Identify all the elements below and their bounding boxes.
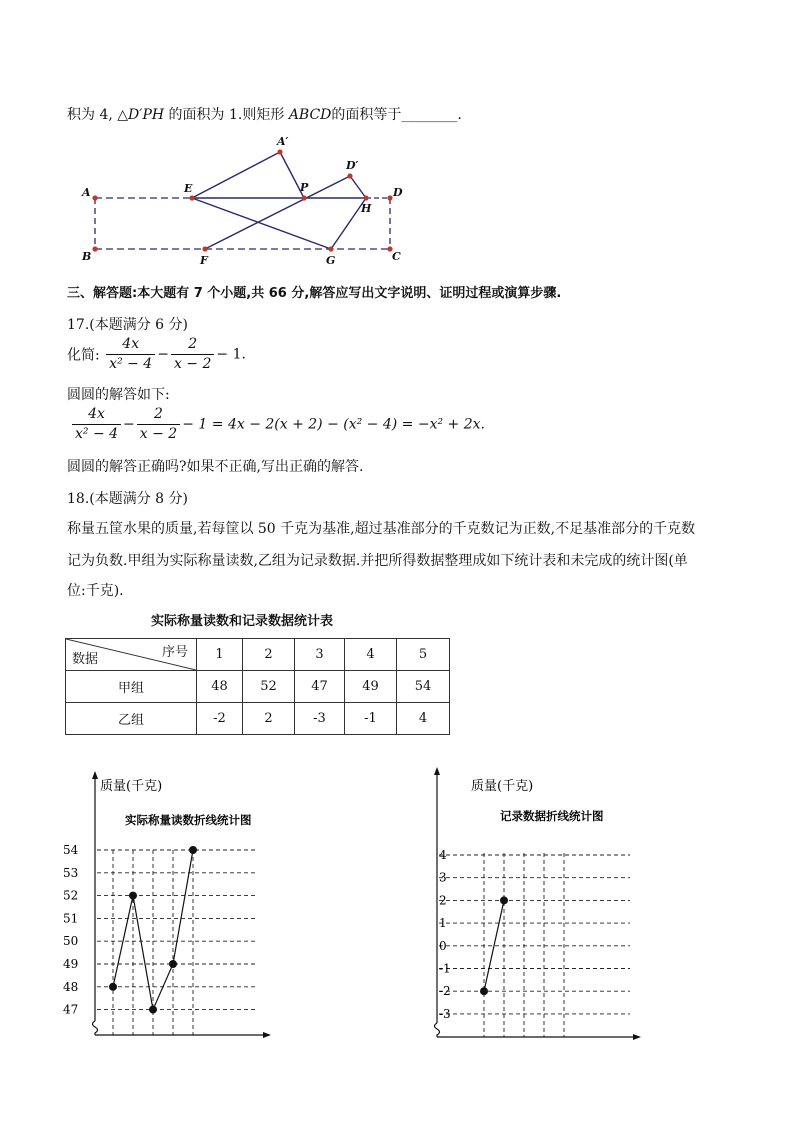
series-line bbox=[484, 900, 504, 991]
table-cell: 4 bbox=[397, 703, 450, 735]
q16-suffix: 的面积等于________. bbox=[331, 107, 462, 123]
vertex-D bbox=[387, 195, 392, 200]
y-tick-label: -1 bbox=[439, 961, 451, 976]
table-header-left: 数据 bbox=[72, 652, 99, 667]
q16-rect-name: ABCD bbox=[288, 107, 332, 123]
q17-solution-intro: 圆圆的解答如下: bbox=[67, 387, 170, 403]
y-tick-label: 54 bbox=[63, 843, 79, 857]
y-axis-arrow bbox=[434, 767, 440, 775]
table-row bbox=[66, 671, 450, 703]
chart1-title: 实际称量读数折线统计图 bbox=[125, 813, 252, 827]
q17-sol-frac1-den: x² − 4 bbox=[75, 426, 119, 442]
axis-break bbox=[435, 1023, 440, 1037]
label-F: F bbox=[200, 254, 208, 267]
chart2-title: 记录数据折线统计图 bbox=[500, 809, 604, 823]
y-tick-label: 2 bbox=[439, 893, 447, 908]
chart2-ylabel: 质量(千克) bbox=[471, 779, 534, 794]
table-header-right: 序号 bbox=[161, 645, 188, 660]
label-H: H bbox=[361, 202, 372, 215]
table-col-label: 1 bbox=[197, 639, 243, 671]
table-col-label: 4 bbox=[345, 639, 397, 671]
label-D: D bbox=[393, 186, 403, 199]
y-tick-label: 49 bbox=[63, 957, 79, 971]
vertex-A-prime bbox=[277, 149, 282, 154]
table-row-label: 甲组 bbox=[66, 671, 197, 703]
q16-mid: 的面积为 1.则矩形 bbox=[168, 107, 285, 123]
label-A: A bbox=[82, 186, 91, 199]
x-axis-arrow bbox=[263, 1032, 271, 1038]
data-point bbox=[189, 846, 197, 854]
triangle-icon: △ bbox=[117, 107, 129, 123]
y-tick-label: -3 bbox=[439, 1006, 451, 1021]
label-E: E bbox=[184, 182, 193, 195]
q17-sol-frac2-den: x − 2 bbox=[139, 426, 178, 442]
q18-header: 18.(本题满分 8 分) bbox=[67, 491, 188, 507]
q17-sol-fraction-2 bbox=[137, 406, 180, 443]
label-P: P bbox=[300, 181, 309, 194]
vertex-F bbox=[202, 246, 207, 251]
table-cell: -3 bbox=[295, 703, 345, 735]
label-D-prime: D′ bbox=[346, 159, 359, 172]
segment-EA-prime bbox=[192, 152, 280, 198]
q16-triangle-name: D′PH bbox=[128, 107, 165, 123]
q17-frac1-den: x² − 4 bbox=[109, 356, 153, 372]
label-B: B bbox=[82, 250, 92, 263]
table-cell: 54 bbox=[397, 671, 450, 703]
q18-paragraph-line-2: 记为负数.甲组为实际称量读数,乙组为记录数据.并把所得数据整理成如下统计表和未完成的统计图(单 bbox=[67, 553, 688, 569]
y-axis-arrow bbox=[92, 771, 98, 779]
vertex-P bbox=[301, 195, 306, 200]
q18-paragraph-line-1: 称量五筐水果的质量,若每筐以 50 千克为基准,超过基准部分的千克数记为正数,不足基准部分的千克数 bbox=[67, 521, 696, 537]
chart1-ylabel: 质量(千克) bbox=[100, 779, 163, 794]
data-point bbox=[480, 987, 488, 995]
data-point bbox=[169, 960, 177, 968]
y-tick-label: 3 bbox=[439, 870, 447, 885]
label-G: G bbox=[326, 254, 336, 267]
table-row-label: 乙组 bbox=[66, 703, 197, 735]
q18-paragraph-line-3: 位:千克). bbox=[67, 583, 124, 599]
table-col-label: 3 bbox=[295, 639, 345, 671]
table-corner-cell bbox=[66, 639, 197, 671]
recorded-data-line-chart bbox=[425, 765, 655, 1050]
table-cell: 49 bbox=[345, 671, 397, 703]
data-point bbox=[149, 1006, 157, 1014]
table-col-label: 2 bbox=[243, 639, 295, 671]
y-tick-label: 50 bbox=[63, 934, 79, 949]
q17-simplify-label: 化简: bbox=[67, 347, 100, 364]
q17-tail: − 1. bbox=[216, 346, 246, 363]
q17-solution-rhs: − 1 = 4x − 2(x + 2) − (x² − 4) = −x² + 2x. bbox=[182, 416, 485, 433]
q17-frac1-num: 4x bbox=[106, 336, 155, 355]
vertex-E bbox=[189, 195, 194, 200]
y-tick-label: 48 bbox=[63, 979, 79, 994]
table-cell: -1 bbox=[345, 703, 397, 735]
q17-sol-frac1-num: 4x bbox=[72, 406, 121, 425]
y-tick-label: 47 bbox=[63, 1002, 79, 1017]
data-point bbox=[109, 983, 117, 991]
q17-header: 17.(本题满分 6 分) bbox=[67, 317, 188, 333]
stats-table bbox=[65, 638, 450, 735]
table-cell: -2 bbox=[197, 703, 243, 735]
table-header-row bbox=[66, 639, 450, 671]
table-cell: 2 bbox=[243, 703, 295, 735]
vertex-G bbox=[328, 246, 333, 251]
q17-sol-frac2-num: 2 bbox=[137, 406, 180, 425]
q17-fraction-2 bbox=[171, 336, 214, 373]
label-C: C bbox=[392, 250, 401, 263]
q17-sol-fraction-1 bbox=[72, 406, 121, 443]
q17-question: 圆圆的解答正确吗?如果不正确,写出正确的解答. bbox=[67, 459, 364, 475]
vertex-A bbox=[92, 195, 97, 200]
table-col-label: 5 bbox=[397, 639, 450, 671]
segment-EG bbox=[192, 198, 331, 249]
y-tick-label: 1 bbox=[439, 916, 447, 931]
y-tick-label: 4 bbox=[439, 848, 447, 862]
vertex-B bbox=[92, 246, 97, 251]
y-tick-label: 51 bbox=[63, 911, 79, 926]
data-point bbox=[500, 896, 508, 904]
stats-table-title: 实际称量读数和记录数据统计表 bbox=[151, 614, 334, 629]
y-tick-label: 52 bbox=[63, 888, 79, 903]
y-tick-label: -2 bbox=[439, 984, 451, 999]
table-cell: 52 bbox=[243, 671, 295, 703]
x-axis-arrow bbox=[633, 1034, 641, 1040]
vertex-D-prime bbox=[347, 173, 352, 178]
vertex-H bbox=[363, 195, 368, 200]
rectangle-fold-figure bbox=[0, 0, 794, 300]
y-tick-label: 53 bbox=[63, 865, 79, 880]
q17-solution-expression: $\frac{4x}{\text{x² − 4}}$ − $\frac{2}{x - 2}$ − 1 = 4x − 2(x + 2) − (x² − 4) = −x² + 2x. bbox=[70, 406, 485, 443]
y-tick-label: 0 bbox=[439, 938, 447, 953]
section-3-heading: 三、解答题:本大题有 7 个小题,共 66 分,解答应写出文字说明、证明过程或演算步骤. bbox=[67, 286, 562, 301]
table-cell: 47 bbox=[295, 671, 345, 703]
table-row bbox=[66, 703, 450, 735]
q17-simplify-expression: 化简: $\frac{4x}{\text{x² − 4}}$ − $\frac{2}{x - 2}$ − 1. bbox=[67, 336, 246, 372]
axis-break bbox=[93, 1021, 98, 1035]
data-point bbox=[129, 892, 137, 900]
table-cell: 48 bbox=[197, 671, 243, 703]
q17-frac2-num: 2 bbox=[171, 336, 214, 355]
label-A-prime: A′ bbox=[277, 135, 289, 148]
actual-weight-line-chart bbox=[55, 765, 285, 1050]
segment-D-prime-H bbox=[350, 176, 366, 198]
q17-frac2-den: x − 2 bbox=[173, 356, 212, 372]
segment-FD-prime bbox=[205, 176, 350, 249]
q17-fraction-1 bbox=[106, 336, 155, 373]
q16-prefix: 积为 4, bbox=[67, 107, 113, 123]
